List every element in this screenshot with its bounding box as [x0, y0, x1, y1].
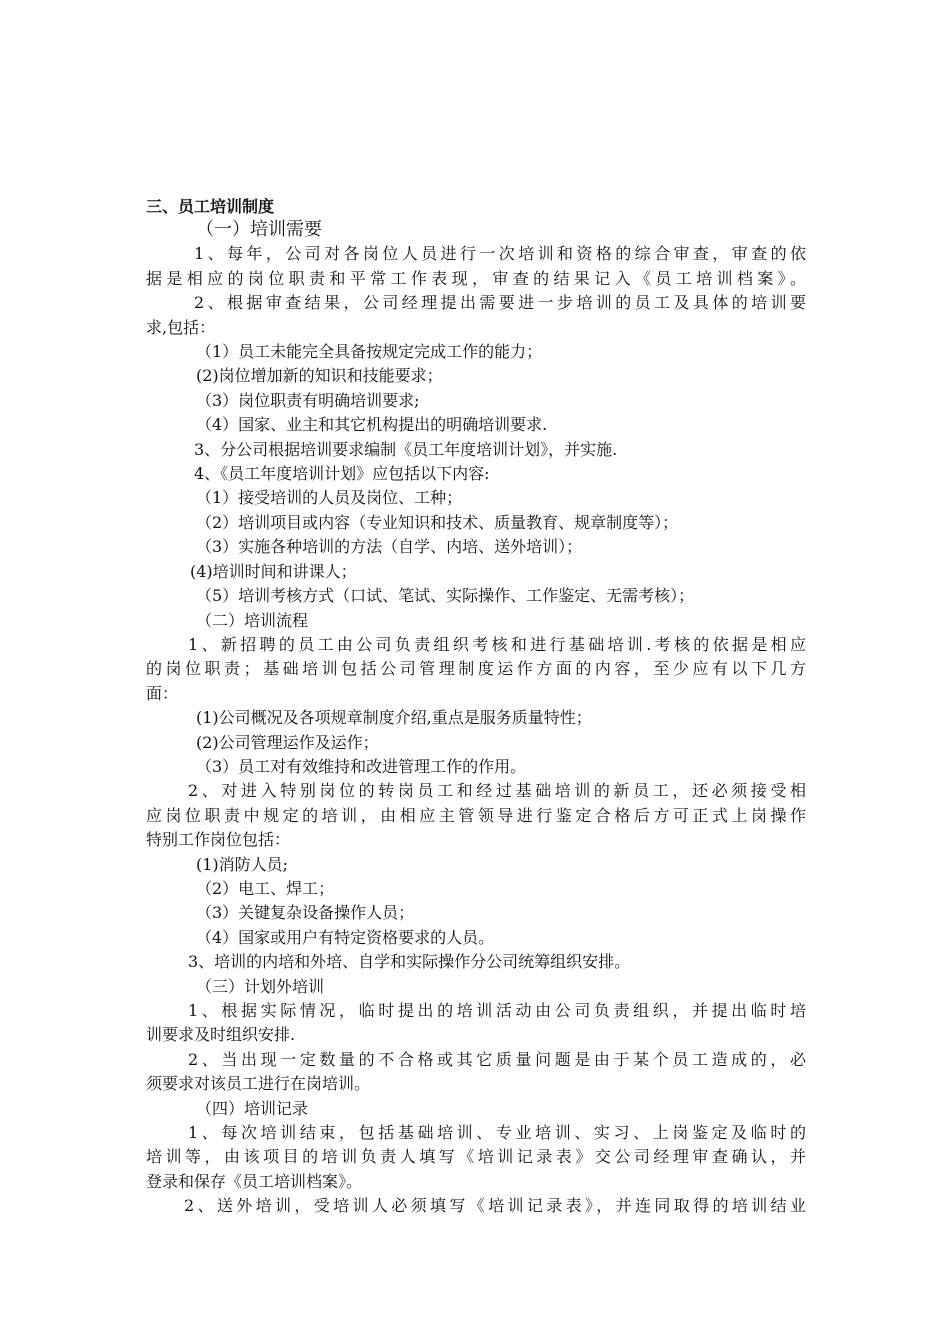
list-item: (2)岗位增加新的知识和技能要求； [196, 366, 443, 386]
list-item: （2）培训项目或内容（专业知识和技术、质量教育、规章制度等）； [196, 512, 679, 532]
paragraph-line: 登录和保存《员工培训档案》。 [146, 1171, 363, 1191]
paragraph-line: 3、培训的内培和外培、自学和实际操作分公司统筹组织安排。 [188, 952, 631, 972]
list-item: （3）岗位职责有明确培训要求; [196, 390, 420, 410]
list-item: （5）培训考核方式（口试、笔试、实际操作、工作鉴定、无需考核）； [196, 586, 695, 606]
paragraph-line: 2、送外培训，受培训人必须填写《培训记录表》，并连同取得的培训结业 [184, 1196, 806, 1216]
paragraph-line: 应岗位职责中规定的培训，由相应主管领导进行鉴定合格后方可正式上岗操作 [146, 805, 806, 825]
subsection-title: （三）计划外培训 [196, 976, 325, 996]
paragraph-line: 1、每年，公司对各岗位人员进行一次培训和资格的综合审查，审查的依 [194, 244, 806, 264]
list-item: （1）接受培训的人员及岗位、工种； [196, 488, 463, 508]
list-item: （3）关键复杂设备操作人员； [196, 903, 415, 923]
paragraph-line: 特别工作岗位包括： [146, 830, 291, 850]
list-item: （4）国家、业主和其它机构提出的明确培训要求. [196, 415, 548, 435]
paragraph-line: 3、分公司根据培训要求编制《员工年度培训计划》，并实施. [194, 439, 618, 459]
paragraph-line: 须要求对该员工进行在岗培训。 [146, 1074, 371, 1094]
paragraph-line: 1、每次培训结束，包括基础培训、专业培训、实习、上岗鉴定及临时的 [188, 1123, 806, 1143]
paragraph-line: 2、根据审查结果，公司经理提出需要进一步培训的员工及具体的培训要 [194, 293, 806, 313]
subsection-title: （一）培训需要 [196, 219, 322, 240]
subsection-title: （四）培训记录 [196, 1098, 309, 1118]
paragraph-line: 的岗位职责；基础培训包括公司管理制度运作方面的内容，至少应有以下几方 [146, 659, 806, 679]
list-item: （2）电工、焊工； [196, 878, 335, 898]
list-item: （3）实施各种培训的方法（自学、内培、送外培训）； [196, 537, 583, 557]
document-body [146, 218, 806, 1219]
paragraph-line: 2、对进入特别岗位的转岗员工和经过基础培训的新员工，还必须接受相 [188, 781, 806, 801]
paragraph-line: 1、新招聘的员工由公司负责组织考核和进行基础培训.考核的依据是相应 [188, 634, 806, 654]
paragraph-line: 培训等，由该项目的培训负责人填写《培训记录表》交公司经理审查确认，并 [146, 1147, 806, 1167]
list-item: （3）员工对有效维持和改进管理工作的作用。 [196, 756, 527, 776]
list-item: (4)培训时间和讲课人； [190, 561, 357, 581]
list-item: （4）国家或用户有特定资格要求的人员。 [196, 927, 495, 947]
list-item: （1）员工未能完全具备按规定完成工作的能力； [196, 342, 543, 362]
paragraph-line: 面： [146, 683, 179, 703]
paragraph-line: 1、根据实际情况，临时提出的培训活动由公司负责组织，并提出临时培 [188, 1001, 806, 1020]
list-item: (1)消防人员; [196, 854, 289, 874]
paragraph-line: 据是相应的岗位职责和平常工作表现，审查的结果记入《员工培训档案》。 [146, 268, 806, 288]
list-item: (2)公司管理运作及运作； [196, 732, 379, 752]
subsection-title: （二）培训流程 [196, 610, 309, 630]
section-heading: 三、员工培训制度 [146, 197, 275, 216]
paragraph-line: 求,包括： [146, 317, 216, 337]
paragraph-line: 训要求及时组织安排. [146, 1025, 296, 1045]
list-item: (1)公司概况及各项规章制度介绍,重点是服务质量特性； [196, 708, 592, 728]
paragraph-line: 2、当出现一定数量的不合格或其它质量问题是由于某个员工造成的，必 [188, 1049, 806, 1069]
paragraph-line: 4、《员工年度培训计划》应包括以下内容: [194, 464, 490, 484]
